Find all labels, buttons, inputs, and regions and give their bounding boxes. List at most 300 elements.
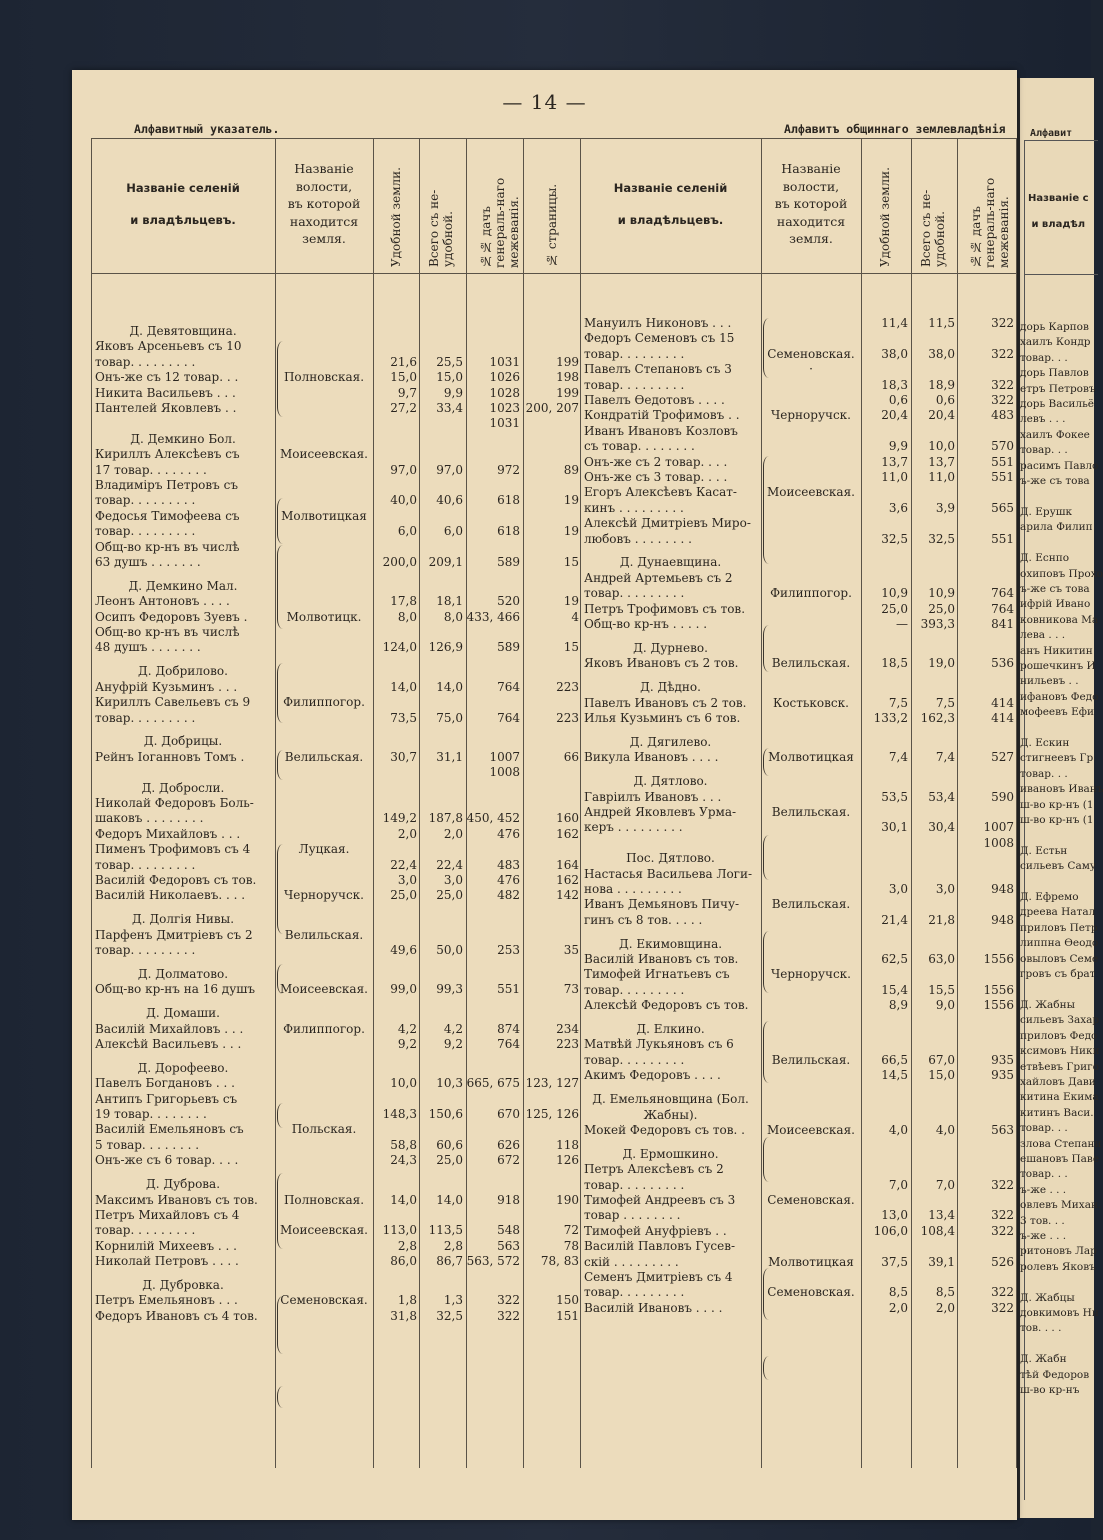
owner-name: Федоръ Михайловъ . . . <box>95 826 241 841</box>
survey-plot-number: 551 <box>991 470 1014 484</box>
survey-plot-number: 948 <box>991 881 1014 896</box>
owner-name: товар . . . . . . . . <box>584 1208 681 1223</box>
page-reference: 190 <box>556 1192 579 1207</box>
total-land-value: 10,0 <box>928 439 955 454</box>
volost-name: · <box>809 362 813 377</box>
owner-name: Максимъ Ивановъ съ тов. <box>95 1192 258 1207</box>
total-land-value: 7,4 <box>935 750 955 765</box>
total-land-value: 13,4 <box>928 1208 955 1223</box>
total-land-value: 15,5 <box>928 982 955 997</box>
owner-name: Акимъ Федоровъ . . . . <box>584 1068 721 1083</box>
owner-name: Парфенъ Дмитріевъ съ 2 <box>95 927 253 942</box>
header-vsego-right: Всего съ не-удобной. <box>919 189 947 267</box>
total-land-value: 108,4 <box>920 1223 955 1238</box>
table-row <box>91 424 1017 440</box>
survey-plot-number: 565 <box>991 500 1014 515</box>
village-name: Д. Добрилово. <box>138 664 228 679</box>
arable-land-value: 17,8 <box>390 594 417 609</box>
arable-land-value: 0,6 <box>888 393 908 407</box>
volost-name: Моисеевская. <box>280 982 368 997</box>
table-row <box>91 393 1017 409</box>
next-page-line: ифановъ Федо <box>1020 690 1099 703</box>
table-row <box>91 952 1017 968</box>
survey-plot-number: 322 <box>991 1285 1014 1300</box>
arable-land-value: 18,5 <box>881 656 908 671</box>
next-page-line: ш-во кр-нъ <box>1020 1384 1080 1397</box>
arable-land-value: 13,7 <box>881 454 908 469</box>
owner-name: Онъ-же съ 2 товар. . . . <box>584 454 728 469</box>
village-name: Д. Девятовщина. <box>129 324 237 338</box>
header-bottom-rule <box>91 273 1017 274</box>
next-page-line: сильевъ Саму <box>1020 860 1097 873</box>
owner-name: Общ-во кр-нъ на 16 душъ <box>95 982 256 997</box>
village-name: Д. Елкино. <box>636 1022 705 1037</box>
total-land-value: 15,0 <box>436 370 463 385</box>
table-row <box>91 656 1017 672</box>
survey-plot-number: 483 <box>991 408 1014 423</box>
volost-name: Молвотицкая <box>281 508 367 523</box>
volost-name: Полновская. <box>283 1192 365 1207</box>
grouping-brace <box>277 663 283 723</box>
table-row <box>91 1239 1017 1255</box>
total-land-value: 39,1 <box>928 1254 955 1269</box>
volost-name: Филиппогор. <box>770 586 852 601</box>
arable-land-value: 133,2 <box>873 711 908 725</box>
village-name: Д. Дубровка. <box>142 1278 224 1293</box>
header-volost-right <box>761 160 861 248</box>
next-page-line: Д. Еснпо <box>1020 552 1070 565</box>
arable-land-value: 7,5 <box>888 695 908 710</box>
village-title-row <box>91 774 1017 790</box>
volost-name: Молвотицк. <box>286 609 362 624</box>
total-land-value: 99,3 <box>436 982 463 997</box>
page-reference: 200, 207 <box>525 401 579 415</box>
village-name: Д. Дягилево. <box>629 734 712 749</box>
arable-land-value: 97,0 <box>390 462 417 477</box>
table-row <box>91 571 1017 587</box>
arable-land-value: 86,0 <box>390 1254 417 1269</box>
next-page-line: ритоновъ Лар <box>1020 1245 1097 1258</box>
next-page-line: Д. Ефремо <box>1020 891 1079 904</box>
survey-plot-number: 764 <box>991 601 1014 616</box>
next-page-line: левъ . . . <box>1020 413 1066 426</box>
page-reference: 66 <box>563 749 579 764</box>
page-reference: 198 <box>556 370 579 385</box>
next-page-line: лева . . . <box>1020 629 1066 642</box>
village-name: Д. Дуброва. <box>145 1177 221 1192</box>
volost-name: Костьковск. <box>773 695 849 710</box>
survey-plot-number: 520 <box>497 594 520 609</box>
table-row <box>91 439 1017 455</box>
survey-plot-number: 551 <box>497 982 520 997</box>
next-page-line: липпна Ѳеодо <box>1020 937 1099 950</box>
total-land-value: 162,3 <box>920 711 955 725</box>
total-land-value: 21,8 <box>928 912 955 927</box>
table-row <box>91 617 1017 633</box>
owner-name: Антипъ Григорьевъ съ <box>95 1091 238 1106</box>
owner-name: Федоръ Семеновъ съ 15 <box>584 331 735 346</box>
arable-land-value: 58,8 <box>390 1137 417 1152</box>
page-reference: 4 <box>571 609 579 624</box>
arable-land-value: 20,4 <box>881 408 908 423</box>
survey-plot-number: 322 <box>991 1177 1014 1192</box>
survey-plot-number: 322 <box>991 377 1014 392</box>
grouping-brace <box>763 1268 769 1320</box>
owner-name: Владиміръ Петровъ съ <box>95 478 238 492</box>
arable-land-value: 3,0 <box>397 873 417 887</box>
survey-plot-number: 618 <box>497 524 520 539</box>
volost-name: Велильская. <box>771 656 851 671</box>
owner-name: Кириллъ Алексѣевъ съ <box>95 447 240 462</box>
table-row <box>91 1123 1017 1139</box>
next-page-line: довкимовъ Ни <box>1020 1307 1099 1319</box>
survey-plot-number: 1007 <box>489 749 520 764</box>
arable-land-value: 3,0 <box>888 881 908 896</box>
survey-plot-number: 948 <box>991 912 1014 927</box>
volost-name: Черноручск. <box>771 967 851 982</box>
survey-plot-number: 764 <box>497 1037 520 1052</box>
survey-plot-number: 414 <box>991 711 1014 725</box>
total-land-value: 40,6 <box>436 493 463 508</box>
next-page-column-head <box>1028 186 1089 238</box>
header-name-line2: и владѣльцевъ. <box>130 213 236 227</box>
table-row <box>91 1193 1017 1209</box>
owner-name: Кондратій Трофимовъ . . <box>584 408 740 423</box>
next-page-line: товар. . . <box>1020 351 1068 364</box>
arable-land-value: 21,6 <box>390 354 417 369</box>
arable-land-value: 8,5 <box>888 1285 908 1300</box>
header-names-left <box>91 172 275 236</box>
total-land-value: 10,9 <box>928 586 955 601</box>
header-vsego-left: Всего съ не-удобной. <box>427 189 455 267</box>
owner-name: Иванъ Ивановъ Козловъ <box>584 423 738 438</box>
arable-land-value: 14,0 <box>390 1192 417 1207</box>
owner-name: Онъ-же съ 3 товар. . . . <box>584 470 728 484</box>
next-page-line: приловъ Федо <box>1020 1029 1098 1042</box>
running-head-left: Алфавитный указатель. <box>134 122 280 136</box>
header-volost-line: волости, <box>782 178 840 194</box>
owner-name: Рейнъ Іоганновъ Томъ . <box>95 749 245 764</box>
table-row <box>91 820 1017 836</box>
total-land-value: 9,9 <box>443 385 463 400</box>
survey-plot-number: 570 <box>991 439 1014 454</box>
running-head-right: Алфавитъ общиннаго землевладѣнія <box>784 122 1006 136</box>
survey-plot-number: 1023 <box>489 401 520 415</box>
survey-plot-number: 1007 <box>983 820 1014 835</box>
total-land-value: 6,0 <box>443 524 463 539</box>
owner-name: гинъ съ 8 тов. . . . . <box>584 912 703 927</box>
grouping-brace <box>277 341 283 417</box>
table-top-rule <box>91 138 1017 139</box>
next-page-line: Д. Жабны <box>1020 998 1075 1011</box>
volost-name: Моисеевская. <box>280 447 368 462</box>
next-page-line: етвѣевъ Григо <box>1020 1060 1099 1073</box>
page-reference: 164 <box>556 857 579 872</box>
village-name: Д. Дорофеево. <box>137 1060 229 1075</box>
next-page-line: ъ-же съ това <box>1020 475 1090 488</box>
total-land-value: 38,0 <box>928 346 955 361</box>
table-row <box>91 455 1017 471</box>
owner-name: Алексѣй Васильевъ . . . <box>95 1037 242 1052</box>
next-page-line <box>1020 536 1103 551</box>
table-row <box>91 378 1017 394</box>
header-udobnoy-right: Удобной земли. <box>878 167 892 267</box>
next-page-line <box>1020 828 1103 843</box>
page-reference: 126 <box>556 1153 579 1168</box>
survey-plot-number: 450, 452 <box>466 811 520 826</box>
table-row <box>91 882 1017 898</box>
survey-plot-number: 322 <box>991 1223 1014 1238</box>
total-land-value: 11,5 <box>928 316 955 330</box>
table-row <box>91 836 1017 852</box>
owner-name: товар. . . . . . . . . <box>95 493 196 508</box>
header-udobnoy-left: Удобной земли. <box>389 167 403 267</box>
page-reference: 223 <box>556 710 579 725</box>
arable-land-value: 3,6 <box>888 500 908 515</box>
total-land-value: 32,5 <box>436 1308 463 1323</box>
arable-land-value: 24,3 <box>390 1153 417 1168</box>
total-land-value: 3,0 <box>935 881 955 896</box>
volost-name: Семеновская. <box>280 1293 368 1308</box>
next-page-line: овыловъ Семе <box>1020 952 1099 965</box>
village-name: Пос. Дятлово. <box>626 851 715 866</box>
owner-name: Настасья Васильева Логи- <box>584 866 753 881</box>
survey-plot-number: 563 <box>497 1238 520 1253</box>
village-name: Д. Дѣдно. <box>640 680 701 695</box>
survey-plot-number: 526 <box>991 1254 1014 1269</box>
owner-name: товар. . . . . . . . . <box>584 377 685 392</box>
owner-name: товар. . . . . . . . . <box>95 710 196 725</box>
arable-land-value: 124,0 <box>382 640 417 655</box>
volost-name: Черноручск. <box>284 888 364 903</box>
next-page-edge <box>1017 78 1103 1518</box>
total-land-value: 18,9 <box>928 377 955 392</box>
next-page-line <box>1020 1275 1103 1290</box>
next-page-line: тѣй Федоров <box>1020 1368 1090 1381</box>
header-name-line2: и владѣльцевъ. <box>617 213 724 227</box>
survey-plot-number: 589 <box>497 640 520 655</box>
next-page-line: Д. Ескин <box>1020 736 1070 749</box>
grouping-brace <box>763 1137 769 1182</box>
survey-plot-number: 476 <box>497 826 520 841</box>
village-name: Д. Ермошкино. <box>622 1146 719 1161</box>
table-row <box>91 867 1017 883</box>
survey-plot-number: 551 <box>991 454 1014 469</box>
survey-plot-number: 322 <box>497 1293 520 1308</box>
survey-plot-number: 841 <box>991 617 1014 632</box>
page-reference: 123, 127 <box>525 1076 579 1091</box>
next-page-line: китина Екима <box>1020 1091 1099 1104</box>
table-row <box>91 1301 1017 1317</box>
owner-name: Петръ Алексѣевъ съ 2 <box>584 1162 724 1177</box>
arable-land-value: 11,0 <box>881 470 908 484</box>
page-reference: 19 <box>563 594 579 609</box>
total-land-value: 113,5 <box>428 1223 463 1238</box>
page-number: — 14 — <box>502 90 587 114</box>
table-row <box>91 1270 1017 1286</box>
page-reference: 142 <box>556 888 579 903</box>
arable-land-value: 73,5 <box>390 710 417 725</box>
village-name: Д. Добросли. <box>141 780 225 795</box>
table-row <box>91 1037 1017 1053</box>
total-land-value: 63,0 <box>928 952 955 967</box>
table-row <box>91 362 1017 378</box>
total-land-value: 1,3 <box>443 1293 463 1308</box>
next-page-line: Д. Жабцы <box>1020 1291 1075 1304</box>
owner-name: Общ-во кр-нъ . . . . . <box>584 617 708 632</box>
owner-name: Илья Кузьминъ съ 6 тов. <box>584 711 741 725</box>
village-name: Д. Долгія Нивы. <box>131 912 235 927</box>
total-land-value: 7,0 <box>935 1177 955 1192</box>
volost-name: Черноручск. <box>771 408 851 423</box>
village-title-row <box>91 1108 1017 1124</box>
total-land-value: 8,5 <box>935 1285 955 1300</box>
owner-name: товар. . . . . . . . . <box>95 1223 196 1238</box>
arable-land-value: 62,5 <box>881 952 908 967</box>
grouping-brace <box>763 835 769 880</box>
owner-name: Федоръ Ивановъ съ 4 тов. <box>95 1308 258 1323</box>
survey-plot-number: 918 <box>497 1192 520 1207</box>
table-row <box>91 532 1017 548</box>
total-land-value: 18,1 <box>436 594 463 609</box>
arable-land-value: 8,9 <box>888 998 908 1013</box>
owner-name: Петръ Трофимовъ съ тов. <box>584 601 746 616</box>
survey-plot-number: 1556 <box>983 998 1014 1013</box>
survey-plot-number: 665, 675 <box>466 1076 520 1091</box>
owner-name: Василій Федоровъ съ тов. <box>95 873 257 887</box>
owner-name: Тимофей Андреевъ съ 3 <box>584 1193 736 1208</box>
owner-name: Павелъ Степановъ съ 3 <box>584 362 732 377</box>
village-title-row <box>91 1147 1017 1163</box>
total-land-value: 209,1 <box>428 555 463 569</box>
arable-land-value: 14,5 <box>881 1068 908 1083</box>
table-row <box>91 586 1017 602</box>
next-page-line: ш-во кр-нъ (1 <box>1020 798 1094 811</box>
owner-name: Павелъ Ѳедотовъ . . . . <box>584 393 725 407</box>
owner-name: товар. . . . . . . . . <box>95 857 196 872</box>
owner-name: Семенъ Дмитріевъ съ 4 <box>584 1270 733 1285</box>
owner-name: Леонъ Антоновъ . . . . <box>95 594 230 609</box>
header-volost-line: волости, <box>295 178 353 194</box>
arable-land-value: 27,2 <box>390 401 417 415</box>
next-page-line: мофеевъ Ефи <box>1020 706 1094 719</box>
page-reference: 125, 126 <box>525 1107 579 1122</box>
arable-land-value: 40,0 <box>390 493 417 508</box>
table-row <box>91 331 1017 347</box>
village-name: Д. Домаши. <box>146 1006 220 1021</box>
table-row <box>91 1255 1017 1271</box>
grouping-brace <box>277 750 283 780</box>
page-reference: 199 <box>556 385 579 400</box>
total-land-value: 32,5 <box>928 531 955 546</box>
owner-name: Петръ Михайловъ съ 4 <box>95 1207 240 1222</box>
owner-name: Гавріилъ Ивановъ . . . <box>584 789 722 804</box>
survey-plot-number: 482 <box>497 888 520 903</box>
owner-name: товар. . . . . . . . . <box>584 586 685 601</box>
owner-name: Пименъ Трофимовъ съ 4 <box>95 842 251 857</box>
village-name: Д. Демкино Бол. <box>130 431 236 446</box>
total-land-value: 4,2 <box>443 1021 463 1036</box>
total-land-value: 126,9 <box>428 640 463 655</box>
next-page-line: етръ Петровъ <box>1020 382 1096 395</box>
page-reference: 89 <box>563 462 579 477</box>
arable-land-value: 10,9 <box>881 586 908 601</box>
page-reference: 19 <box>563 493 579 508</box>
table-row <box>91 711 1017 727</box>
header-volost-line: находится <box>776 213 846 229</box>
owner-name: Никита Васильевъ . . . <box>95 385 236 400</box>
owner-name: Василій Михайловъ . . . <box>95 1021 244 1036</box>
arable-land-value: 1,8 <box>397 1293 417 1308</box>
arable-land-value: 4,2 <box>397 1021 417 1036</box>
table-row <box>91 470 1017 486</box>
total-land-value: 13,7 <box>928 454 955 469</box>
survey-plot-number: 1026 <box>489 370 520 385</box>
volost-name: Семеновская. <box>767 1193 855 1208</box>
village-name: Д. Дятлово. <box>633 774 708 789</box>
owner-name: Андрей Яковлевъ Урма- <box>584 804 737 819</box>
owner-name: Павелъ Богдановъ . . . <box>95 1076 235 1091</box>
total-land-value: 11,0 <box>928 470 955 484</box>
total-land-value: 7,5 <box>935 695 955 710</box>
village-title-row <box>91 937 1017 953</box>
owner-name: любовъ . . . . . . . . <box>584 531 692 546</box>
next-page-line: ешановъ Паве <box>1020 1152 1100 1165</box>
survey-plot-number: 874 <box>497 1021 520 1036</box>
header-dachi-left: №№ дачъ генераль-наго межеванія. <box>479 177 521 268</box>
arable-land-value: 13,0 <box>881 1208 908 1223</box>
table-row <box>91 983 1017 999</box>
volost-name: Польская. <box>291 1122 357 1137</box>
grouping-brace <box>763 1021 769 1083</box>
owner-name: Мануилъ Никоновъ . . . <box>584 316 732 330</box>
owner-name: Василій Емельяновъ съ <box>95 1122 244 1137</box>
next-page-line: анъ Никитин <box>1020 644 1093 657</box>
header-dachi-right: №№ дачъ генераль-наго межеванія. <box>969 177 1011 268</box>
table-row <box>91 516 1017 532</box>
next-page-line: хайловъ Дави <box>1020 1075 1096 1088</box>
page-reference: 160 <box>556 811 579 826</box>
village-name: Д. Дурнево. <box>633 640 708 655</box>
volost-name: Филиппогор. <box>283 1021 365 1036</box>
arable-land-value: 4,0 <box>888 1122 908 1137</box>
survey-plot-number: 589 <box>497 555 520 569</box>
table-row <box>91 1162 1017 1178</box>
table-row <box>91 1068 1017 1084</box>
document-page <box>72 70 1017 1520</box>
table-row <box>91 1208 1017 1224</box>
total-land-value: 25,5 <box>436 354 463 369</box>
header-name-line1: Названіе селеній <box>126 181 240 195</box>
page-reference: 35 <box>563 943 579 958</box>
village-name: Д. Долматово. <box>137 966 229 981</box>
total-land-value: 2,0 <box>935 1300 955 1315</box>
arable-land-value: 14,0 <box>390 679 417 694</box>
total-land-value: 4,0 <box>935 1122 955 1137</box>
next-page-line: гровъ съ брат <box>1020 968 1096 981</box>
survey-plot-number: 322 <box>497 1308 520 1323</box>
total-land-value: 22,4 <box>436 857 463 872</box>
page-reference: 78 <box>563 1238 579 1253</box>
grouping-brace <box>763 318 769 378</box>
arable-land-value: 49,6 <box>390 943 417 958</box>
next-page-line: Д. Естьн <box>1020 844 1068 857</box>
owner-name: 48 душъ . . . . . . . <box>95 640 201 655</box>
page-reference: 223 <box>556 1037 579 1052</box>
arable-land-value: — <box>896 617 908 632</box>
volost-name: Велильская. <box>771 897 851 912</box>
total-land-value: 2,0 <box>443 826 463 841</box>
